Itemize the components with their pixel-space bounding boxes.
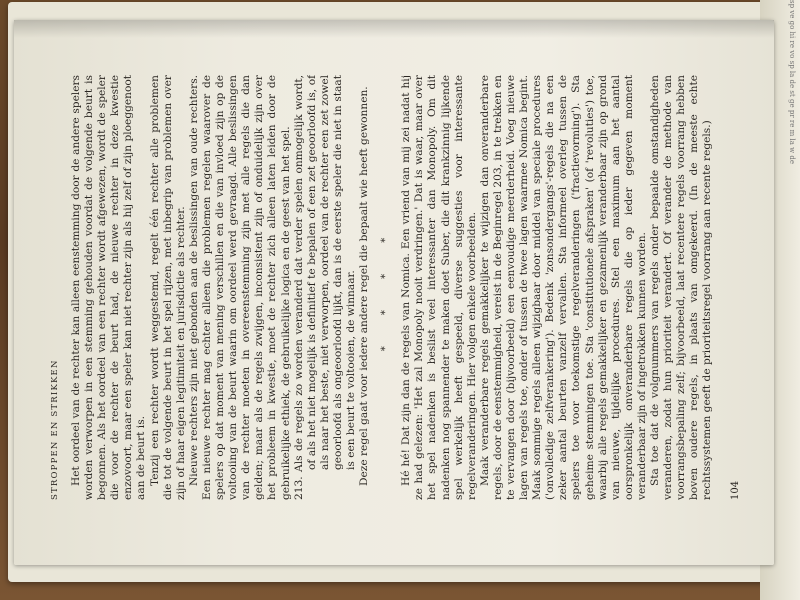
running-head: STROPPEN EN STRIKKEN	[50, 359, 60, 500]
page-number: 104	[730, 480, 741, 500]
body-paragraph: Tenzij een rechter wordt weggestemd, regelt één rechter alle problemen die tot de volgende beurt in het spel rijzen, met inbegrip van problemen over zijn of haar eigen legitimiteit en jurisdictie als rechter.	[148, 75, 187, 500]
section-break-stars: * * * *	[380, 223, 392, 352]
adjacent-page-text: sp ve go hi re vo sp la de st ge pr re m la w de	[788, 0, 796, 164]
body-paragraph: Het oordeel van de rechter kan alleen eenstemming door de andere spelers worden verworpen in een stemming gehouden voordat de volgende beurt is begonnen. Als het oordeel van een rechter wordt afgewezen, wordt de speler die voor de rechter de beurt had, de nieuwe rechter in deze kwestie enzovoort, maar een speler kan niet rechter zijn als hij zelf of zijn ploeggenoot aan de beurt is.	[70, 75, 148, 500]
body-text	[70, 75, 720, 500]
body-paragraph: Maak veranderbare regels gemakkelijker te wijzigen dan onveranderbare regels, door de eenstemmigheid, vereist in de Beginregel 203, in te trekken en te vervangen door (bijvoorbeeld) een eenvoudige meerderheid. Voeg nieuwe lagen van regels toe, onder of tussen de twee lagen waarmee Nomica begint. Maak sommige regels alleen wijzigbaar door middel van speciale procedures ('onvolledige zelfverankering'). Bedenk 'zonsondergangs'-regels die na een zeker aantal beurten vanzelf vervallen. Sta informeel overleg tussen de spelers toe voor toekomstige regelveranderingen ('fractievorming'). Sta geheime stemmingen toe. Sta 'constitutionele afspraken' (of 'revoluties') toe, waarbij alle regels gemakkelijker en gezamenlijk veranderbaar zijn op grond van nieuwe, tijdelijke procedures. Stel een maximum aan het aantal oorspronkelijk onveranderbare regels die op ieder gegeven moment veranderbaar zijn of ingetrokken kunnen worden.	[478, 75, 648, 500]
rotated-text-page	[40, 40, 760, 540]
body-paragraph: Hé hé! Dat zijn dan de regels van Nomica. Een vriend van mij zei nadat hij ze had gelezen: 'Het zal Monopoly nooit verdringen.' Dat is waar, maar over het spel nadenken is beslist veel interessanter dan Monopoly. Om dit nadenken nog spannender te maken doet Suber, die dit krankzinnig lijkende spel werkelijk heeft gespeeld, diverse suggesties voor interessante regelveranderingen. Hier volgen enkele voorbeelden.	[400, 75, 478, 500]
body-paragraph: Nieuwe rechters zijn niet gebonden aan de beslissingen van oude rechters. Een nieuwe rechter mag echter alleen die problemen regelen waarover de spelers op dat moment van mening verschillen en die van invloed zijn op de voltooiing van de beurt waarin om oordeel werd gevraagd. Alle beslissingen van de rechter moeten in overeenstemming zijn met alle regels die dan gelden; maar als de regels zwijgen, inconsistent zijn of onduidelijk zijn over het probleem in kwestie, moet de rechter zich alleen laten leiden door de gebruikelijke ethiek, de gebruikelijke logica en de geest van het spel.	[187, 75, 292, 500]
body-paragraph: Deze regel gaat voor iedere andere regel die bepaalt wie heeft gewonnen.	[358, 86, 371, 486]
rule-paragraph: 213. Als de regels zo worden veranderd dat verder spelen onmogelijk wordt, of als het niet mogelijk is definitief te bepalen of een zet geoorloofd is, of als naar het beste, niet verworpen, oordeel van de rechter een zet zowel geoorloofd als ongeoorloofd lijkt, dan is de eerste speler die niet in staat is een beurt te voltooien, de winnaar.	[292, 75, 357, 500]
body-paragraph: Sta toe dat de volgnummers van regels onder bepaalde omstandigheden veranderen, zodat hun prioriteit verandert. Of verander de methode van voorrangsbepaling zelf; bijvoorbeeld, laat recentere regels voorrang hebben boven oudere regels, in plaats van omgekeerd. (In de meeste echte rechtssystemen geeft de prioriteitsregel voorrang aan recente regels.)	[649, 75, 714, 500]
page-fold-shadow	[14, 20, 774, 38]
